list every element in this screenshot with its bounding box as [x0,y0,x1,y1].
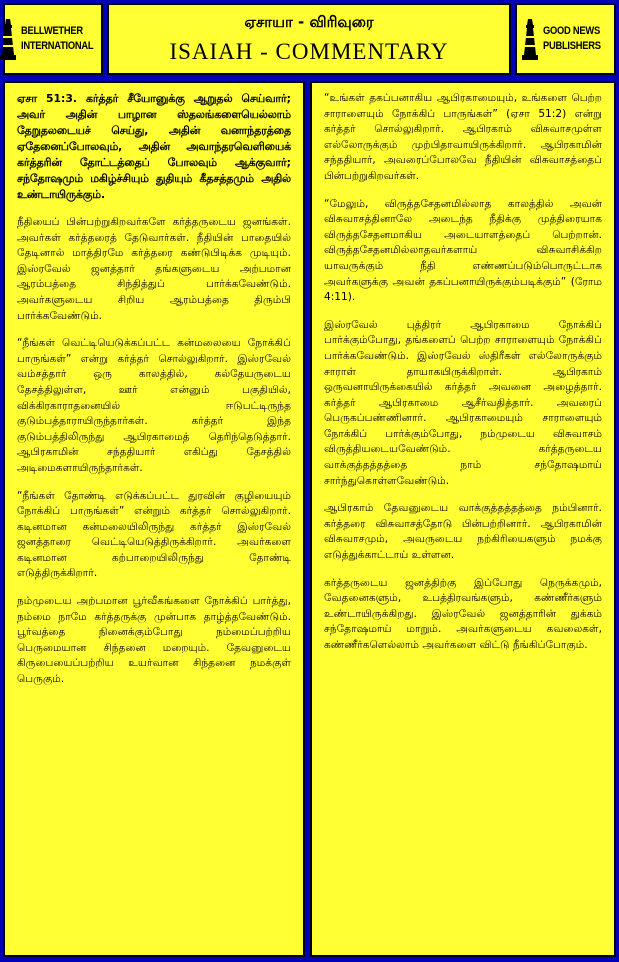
paragraph: கர்த்தருடைய ஜனத்திற்கு இப்போது நெருக்கமும், வேதனைகளும், உபத்திரவங்களும், கண்ணீர்களும் உண்டாயிருக்கிறது. இஸ்ரவேல் ஜனத்தாரின் துக்கம் சந்தோஷமாய் மாறும். அவர்களுடைய கவலைகள், கண்ணீர்களெல்லாம் அவர்களை விட்டு நீங்கிப்போகும். [324,576,602,651]
lighthouse-icon [521,17,539,61]
paragraph: “நீங்கள் தோண்டி எடுக்கப்பட்ட துரவின் குழியையும் நோக்கிப் பாருங்கள்” என்றும் கர்த்தர் சொல்லுகிறார். கடினமான கன்மலையிலிருந்து கர்த்தர் இஸ்ரவேல் ஜனத்தாரை வெட்டியெடுத்திருக்கிறார். அவர்களை கடினமான கற்பாறையிலிருந்து தோண்டி எடுத்திருக்கிறார். [17,489,291,580]
paragraph: நம்முடைய அற்பமான பூர்வீகங்களை நோக்கிப் பார்த்து, நம்மை நாமே கர்த்தருக்கு முன்பாக தாழ்த்தவேண்டும். பூர்வத்தை நினைக்கும்போது நம்மைப்பற்றிய பெருமையான சிந்தனை மறையும். தேவனுடைய கிருபையைப்பற்றிய உயர்வான சிந்தனை நமக்குள் பெருகும். [17,595,291,686]
paragraph: ஆபிரகாம் தேவனுடைய வாக்குத்தத்தத்தை நம்பினார். கர்த்தரை விசுவாசத்தோடு பின்பற்றினார். ஆபிரகாமின் விசுவாசமும், அவருடைய நற்கிரியைகளும் நமக்கு எடுத்துக்காட்டாய் உள்ளன. [324,502,602,562]
logo-line-2: PUBLISHERS [542,40,601,52]
header-title-box [107,3,511,75]
logo-line-2: INTERNATIONAL [21,40,94,52]
good-news-logo [515,3,616,75]
paragraph: நீதியைப் பின்பற்றுகிறவர்களே கர்த்தருடைய ஜனங்கள். அவர்கள் கர்த்தரைத் தேடுவார்கள். நீதியின் பாதையில் தேடினால் மாத்திரமே கர்த்தரை கண்டுபிடிக்க முடியும். இஸ்ரவேல் ஜனத்தார் தங்களுடைய அற்பமான ஆரம்பத்தை சிந்தித்துப் பார்க்கவேண்டும். அவர்களுடைய சிறிய ஆரம்பத்தை திரும்பி பார்க்கவேண்டும். [17,216,291,322]
paragraph: “உங்கள் தகப்பனாகிய ஆபிரகாமையும், உங்களை பெற்ற சாராளையும் நோக்கிப் பாருங்கள்” (ஏசா 51:2) என்று கர்த்தர் சொல்லுகிறார். ஆபிரகாம் விசுவாசமுள்ள எல்லோருக்கும் முற்பிதாவாயிருக்கிறார். ஆபிரகாமின் சந்ததியார், அவரைப்போலவே நீதியின் விசுவாசத்தைப் பின்பற்றுகிறவர்கள். [324,92,602,182]
bellwether-logo [3,3,103,75]
paragraph: “மேலும், விருத்தசேதனமில்லாத காலத்தில் அவன் விசுவாசத்தினாலே அடைந்த நீதிக்கு முத்திரையாக விருத்தசேதனமாகிய அடையாளத்தைப் பெற்றான். விருத்தசேதனமில்லாதவர்களாய் விசுவாசிக்கிற யாவருக்கும் நீதி எண்ணப்படும்பொருட்டாக அவர்களுக்கு அவன் தகப்பனாயிருக்கும்படிக்கும்” (ரோம 4:11). [324,197,602,304]
lighthouse-icon [0,17,17,61]
right-column [310,81,616,957]
paragraph: “நீங்கள் வெட்டியெடுக்கப்பட்ட கன்மலையை நோக்கிப் பாருங்கள்” என்று கர்த்தர் சொல்லுகிறார். இஸ்ரவேல் வம்சத்தார் ஒரு காலத்தில், கல்தேயருடைய தேசத்திலுள்ள, ஊர் என்னும் பகுதியில், விக்கிரகாராதனையில் ஈடுபட்டிருந்த குடும்பத்தாராயிருந்தார்கள். கர்த்தர் இந்த குடும்பத்திலிருந்து ஆபிரகாமைத் தெரிந்தெடுத்தார். ஆபிரகாமின் சந்ததியார் எகிப்து தேசத்தில் அடிமைகளாயிருந்தார்கள். [17,337,291,474]
logo-line-1: GOOD NEWS [542,25,600,37]
title-english: ISAIAH - COMMENTARY [169,39,449,64]
left-column [3,81,305,957]
logo-line-1: BELLWETHER [21,25,84,37]
lead-verse: ஏசா 51:3. கர்த்தர் சீயோனுக்கு ஆறுதல் செய்வார்; அவர் அதின் பாழான ஸ்தலங்களையெல்லாம் தேறுதலடையச் செய்து, அதின் வனாந்தரத்தை ஏதேனைப்போலவும், அதின் அவாந்தரவெளியைக் கர்த்தரின் தோட்டத்தைப் போலவும் ஆக்குவார்; சந்தோஷமும் மகிழ்ச்சியும் துதியும் கீதசத்தமும் அதில் உண்டாயிருக்கும். [17,92,291,201]
paragraph: இஸ்ரவேல் புத்திரர் ஆபிரகாமை நோக்கிப் பார்க்கும்போது, தங்களைப் பெற்ற சாராளையும் நோக்கிப் பார்க்கவேண்டும். இஸ்ரவேல் ஸ்திரீகள் எல்லோருக்கும் சாராள் தாயாகயிருக்கிறாள். ஆபிரகாம் ஒருவனாயிருக்கையில் கர்த்தர் அவனை அழைத்தார். கர்த்தர் ஆபிரகாமை ஆசீர்வதித்தார். அவரைப் பெருகப்பண்ணினார். ஆபிரகாமையும் சாராளையும் நோக்கிப் பார்க்கும்போது, நம்முடைய விசுவாசம் விருத்தியடையவேண்டும். கர்த்தருடைய வாக்குத்தத்தத்தை நாம் சந்தோஷமாய் சார்ந்துகொள்ளவேண்டும். [324,318,602,487]
title-tamil: ஏசாயா - விரிவுரை [244,13,374,31]
